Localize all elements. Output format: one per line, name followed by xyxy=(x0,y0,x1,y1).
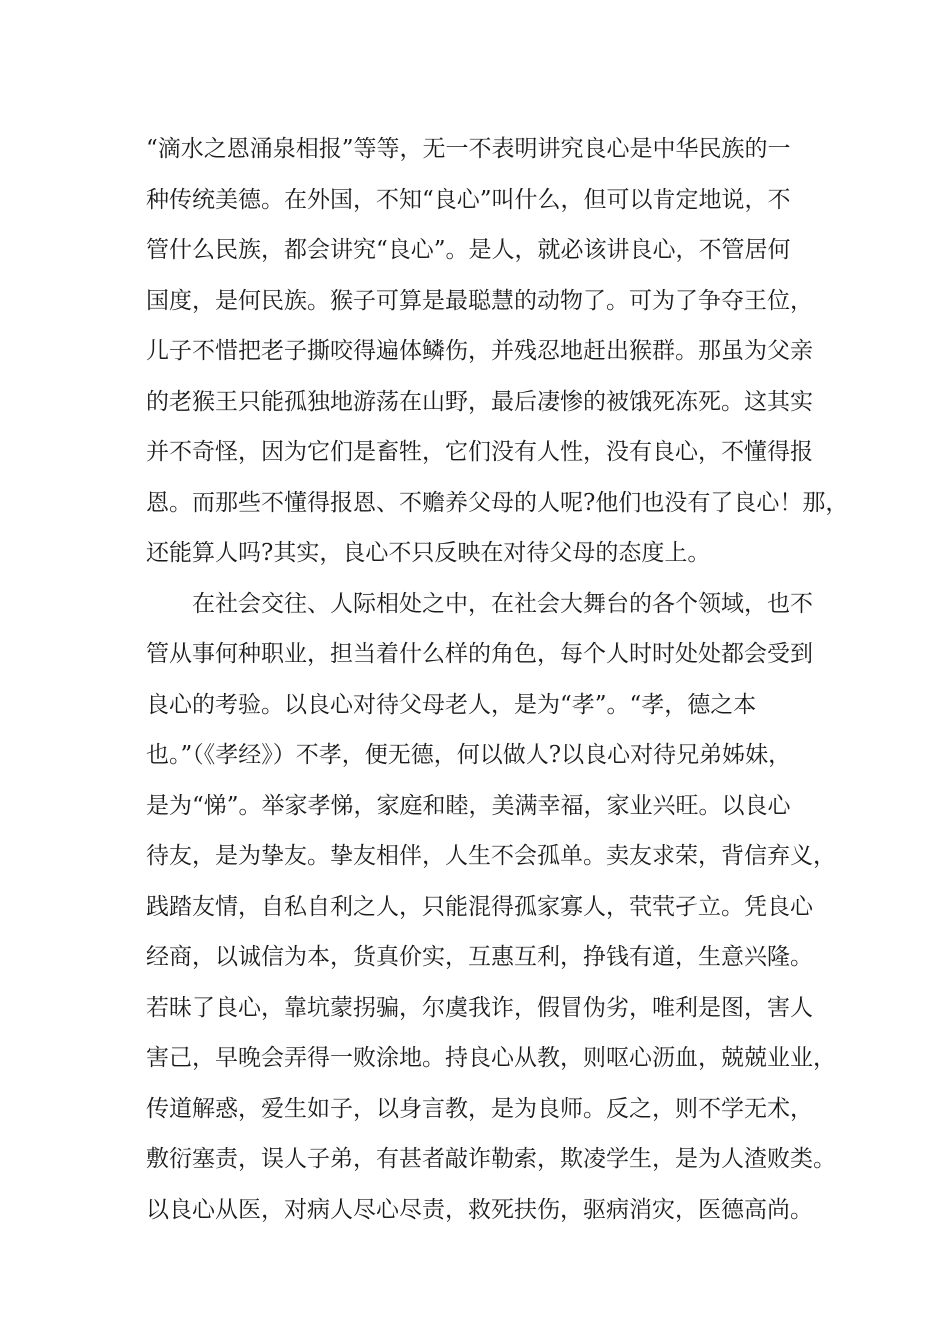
body-text xyxy=(146,124,849,1235)
text-line: 是为“悌”。举家孝悌，家庭和睦，美满幸福，家业兴旺。以良心 xyxy=(146,792,791,819)
text-line: 还能算人吗?其实，良心不只反映在对待父母的态度上。 xyxy=(146,540,711,566)
text-line: 也。”（《孝经》）不孝，便无德，何以做人?以良心对待兄弟姊妹， xyxy=(146,742,792,768)
text-line: 经商，以诚信为本，货真价实，互惠互利，挣钱有道，生意兴隆。 xyxy=(146,944,813,970)
text-line: 以良心从医，对病人尽心尽责，救死扶伤，驱病消灾，医德高尚。 xyxy=(146,1196,813,1223)
text-line: 待友，是为挚友。挚友相伴，人生不会孤单。卖友求荣，背信弃义， xyxy=(146,843,836,869)
paragraph-first-line: 在社会交往、人际相处之中，在社会大舞台的各个领域，也不 xyxy=(192,590,813,617)
text-line: 践踏友情，自私自利之人，只能混得孤家寡人，茕茕孑立。凭良心 xyxy=(146,893,813,920)
text-line: 儿子不惜把老子撕咬得遍体鳞伤，并残忍地赶出猴群。那虽为父亲 xyxy=(146,338,813,364)
text-line: 若昧了良心，靠坑蒙拐骗，尔虞我诈，假冒伪劣，唯利是图，害人 xyxy=(146,994,813,1021)
text-line: 传道解惑，爱生如子，以身言教，是为良师。反之，则不学无术， xyxy=(146,1095,813,1122)
text-line: 敷衍塞责，误人子弟，有甚者敲诈勒索，欺凌学生，是为人渣败类。 xyxy=(146,1146,836,1172)
text-line: 管从事何种职业，担当着什么样的角色，每个人时时处处都会受到 xyxy=(146,641,813,667)
text-line: 管什么民族，都会讲究“良心”。是人，就必该讲良心，不管居何 xyxy=(146,237,791,263)
text-line: 并不奇怪，因为它们是畜牲，它们没有人性，没有良心，不懂得报 xyxy=(146,439,813,465)
text-line: 良心的考验。以良心对待父母老人，是为“孝”。“孝，德之本 xyxy=(146,691,757,718)
text-line: “滴水之恩涌泉相报”等等，无一不表明讲究良心是中华民族的一 xyxy=(146,136,791,162)
text-line: 恩。而那些不懂得报恩、不赡养父母的人呢?他们也没有了良心！那， xyxy=(146,489,849,516)
text-line: 害己，早晚会弄得一败涂地。持良心从教，则呕心沥血，兢兢业业， xyxy=(146,1045,836,1071)
text-line: 种传统美德。在外国，不知“良心”叫什么，但可以肯定地说，不 xyxy=(146,186,791,213)
text-line: 的老猴王只能孤独地游荡在山野，最后凄惨的被饿死冻死。这其实 xyxy=(146,388,813,415)
text-line: 国度，是何民族。猴子可算是最聪慧的动物了。可为了争夺王位， xyxy=(146,287,813,314)
